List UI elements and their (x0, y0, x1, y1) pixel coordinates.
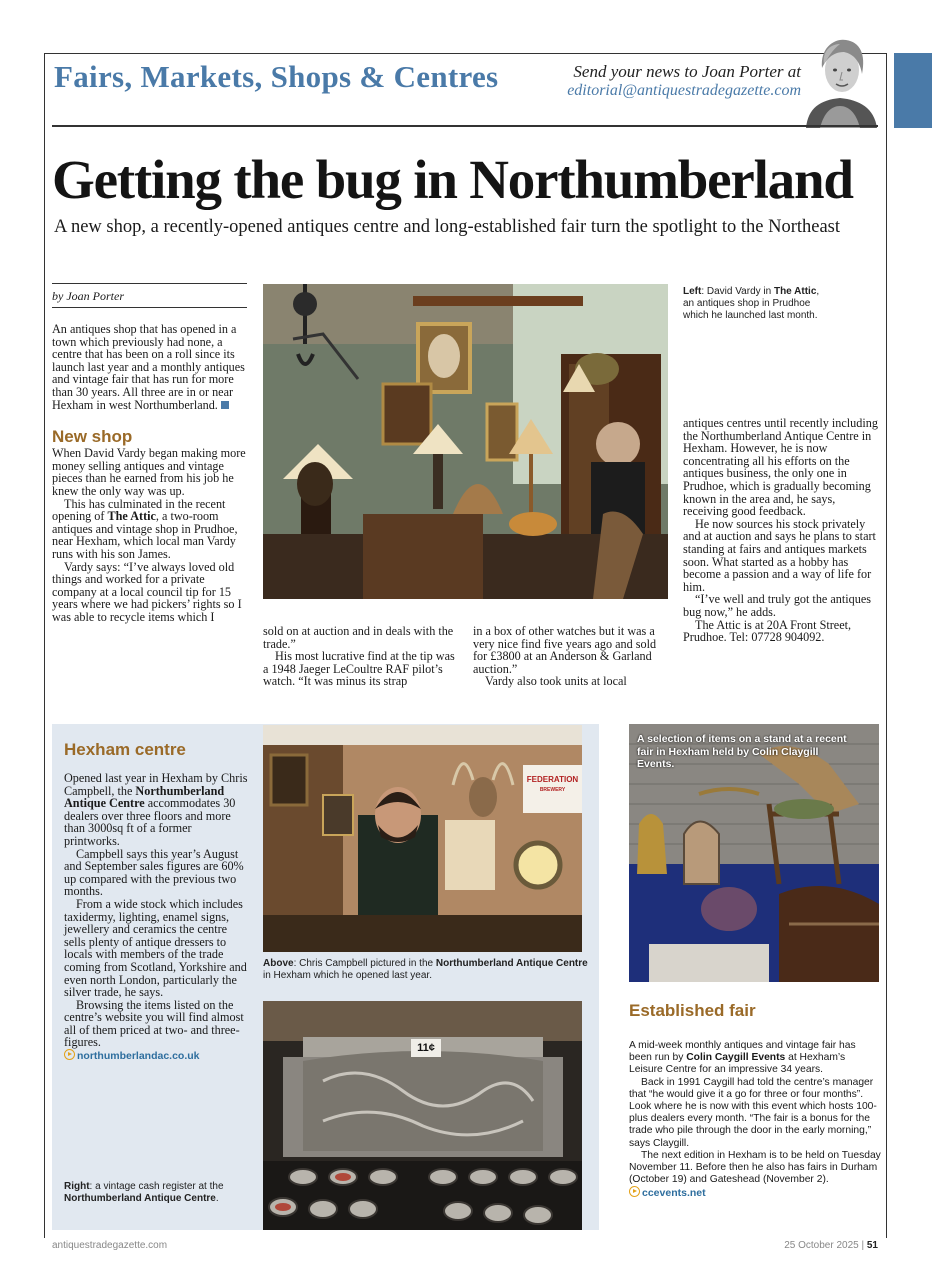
play-arrow-icon (64, 1049, 75, 1060)
new-shop-heading: New shop (52, 427, 133, 447)
fair-heading: Established fair (629, 1001, 756, 1020)
text: A mid-week monthly antiques and vintage fair has been run by (629, 1040, 856, 1064)
paragraph: Vardy also took units at local (485, 674, 627, 689)
hexham-link[interactable] (64, 1049, 249, 1063)
sign-small: BREWERY (539, 787, 566, 793)
attic-photo (263, 284, 668, 599)
paragraph: “I’ve well and truly got the antiques bug now,” he adds. (683, 592, 871, 619)
sign-text: FEDERATION (526, 775, 579, 784)
caption-text: : a vintage cash register at the (89, 1181, 224, 1192)
caption-line: an antiques shop in Prudhoe (683, 298, 811, 309)
author-portrait (802, 34, 879, 128)
text: This has culminated in the recent opening of (52, 496, 226, 524)
paragraph: The next edition in Hexham is to be held on Tuesday November 11. Before then he also has fairs in Durham (October 19) and Gateshead (November 2). (629, 1149, 881, 1186)
intro-paragraph (52, 323, 248, 411)
paragraph: From a wide stock which includes taxidermy, lighting, enamel signs, jewellery and ceramics the centre sells plenty of antique dressers to locals with members of the trade coming from Scotland, Yorkshire and even north London, particularly the silver trade, he says. (64, 896, 247, 1000)
fair-link-text[interactable]: ccevents.net (642, 1187, 706, 1200)
brewery-sign (523, 769, 582, 795)
text: Opened last year in Hexham by Chris Campbell, the (64, 771, 248, 798)
caption-text: in Hexham which he opened last year. (263, 970, 432, 981)
campbell-caption (263, 958, 593, 982)
header-rule (52, 125, 878, 127)
caption-text: : Chris Campbell pictured in the (293, 958, 436, 969)
paragraph: The Attic is at 20A Front Street, Prudhoe. Tel: 07728 904092. (683, 617, 852, 645)
byline: by Joan Porter (52, 283, 247, 308)
cash-register-photo (263, 1001, 582, 1230)
end-mark-icon (221, 401, 229, 409)
caption-lead: Left (683, 286, 702, 297)
paragraph: Back in 1991 Caygill had told the centre’s manager that “he would give it a go for three or four months”. Look where he is now with this event which hosts 100-plus dealers every month. “The fair is a bonus for the trade who pile through the door in the early morning,” says Claygill. (629, 1076, 877, 1149)
caption-lead: Above (263, 958, 294, 969)
attic-caption (683, 286, 863, 322)
centre-name: Northumberland Antique Centre (64, 783, 225, 811)
hexham-heading: Hexham centre (64, 740, 186, 759)
footer-date: 25 October 2025 (784, 1240, 859, 1251)
paragraph (64, 772, 249, 848)
shop-name: The Attic (107, 509, 156, 524)
register-tag: 11¢ (411, 1039, 441, 1057)
send-news-note (567, 62, 801, 100)
section-title: Fairs, Markets, Shops & Centres (54, 59, 499, 94)
standfirst: A new shop, a recently-opened antiques centre and long-established fair turn the spotlight to the Northeast (54, 217, 841, 237)
section-tab (894, 53, 932, 128)
caption-line: which he launched last month. (683, 310, 818, 321)
editor-email[interactable]: editorial@antiquestradegazette.com (567, 82, 801, 99)
caption-line (683, 286, 863, 298)
hexham-column (64, 740, 249, 1063)
column-3 (473, 625, 669, 688)
fair-link[interactable] (629, 1186, 881, 1199)
footer-folio (784, 1240, 878, 1251)
paragraph: antiques centres until recently including the Northumberland Antique Centre in Hexham. However, he is now concentrating all his efforts on the antiques business, the only one in Prudhoe, which is gradually becoming known in the area and, he says, receiving good feedback. (683, 416, 878, 519)
headline: Getting the bug in Northumberland (52, 149, 853, 210)
paragraph: Campbell says this year’s August and September sales figures are 60% up compared with the previous two months. (64, 846, 244, 899)
caption-text: . (215, 1193, 219, 1204)
footer-separator: | (861, 1240, 865, 1251)
play-arrow-icon (629, 1186, 640, 1197)
paragraph: sold on at auction and in deals with the trade.” (263, 624, 454, 651)
caption-bold: Northumberland Antique Centre (64, 1193, 216, 1204)
paragraph: in a box of other watches but it was a very nice find five years ago and sold for £3800 at an Anderson & Garland auction.” (473, 624, 657, 676)
caption-bold: Northumberland Antique Centre (435, 958, 588, 969)
paragraph: Vardy says: “I’ve always loved old things and worked for a private company at a local council tip for 15 years where we had pickers’ rights so I was able to recycle items which I (52, 559, 242, 624)
paragraph (629, 1040, 881, 1077)
organiser-name: Colin Caygill Events (686, 1052, 786, 1064)
paragraph: He now sources his stock privately and at auction and says he plans to start standing at fairs and antiques markets soon. What started as a hobby has become a passion and a way of life for him. (683, 516, 876, 594)
intro-text: An antiques shop that has opened in a town which previously had none, a centre that has been on a roll since its launch last year and a monthly antiques and vintage fair that has run for more than 30 years. All three are in or near Hexham in west Northumberland. (52, 322, 245, 412)
paragraph (52, 498, 248, 561)
fair-column (629, 1040, 881, 1200)
send-news-line: Send your news to Joan Porter at (573, 62, 801, 81)
caption-lead: Right (64, 1181, 90, 1192)
paragraph: His most lucrative find at the tip was a 1948 Jaeger LeCoultre RAF pilot’s watch. “It was minus its strap (263, 649, 455, 689)
register-caption (64, 1181, 249, 1205)
text: accommodates 30 dealers over three floors and more than 3000sq ft of a former printworks. (64, 796, 236, 848)
text: , a two-room antiques and vintage shop in Prudhoe, near Hexham, which local man Vardy runs with his son James. (52, 509, 238, 561)
paragraph: Browsing the items listed on the centre’s website you will find almost all of them priced at two- and three-figures. (64, 997, 244, 1050)
caption-bold: The Attic (773, 286, 817, 297)
page-number: 51 (866, 1240, 878, 1251)
text: at Hexham’s Leisure Centre for an impressive 34 years. (629, 1052, 846, 1076)
campbell-photo (263, 725, 582, 952)
column-4 (683, 417, 879, 644)
footer-site: antiquestradegazette.com (52, 1240, 168, 1251)
fair-photo-caption: A selection of items on a stand at a recent fair in Hexham held by Colin Claygill Events. (637, 733, 847, 770)
paragraph: When David Vardy began making more money selling antiques and vintage pieces than he earned from his job he knew the only way was up. (52, 446, 246, 498)
hexham-link-text[interactable]: northumberlandac.co.uk (77, 1050, 200, 1063)
caption-text: , (816, 286, 820, 297)
column-2 (263, 625, 459, 688)
column-1 (52, 323, 248, 623)
caption-text: : David Vardy in (701, 286, 774, 297)
